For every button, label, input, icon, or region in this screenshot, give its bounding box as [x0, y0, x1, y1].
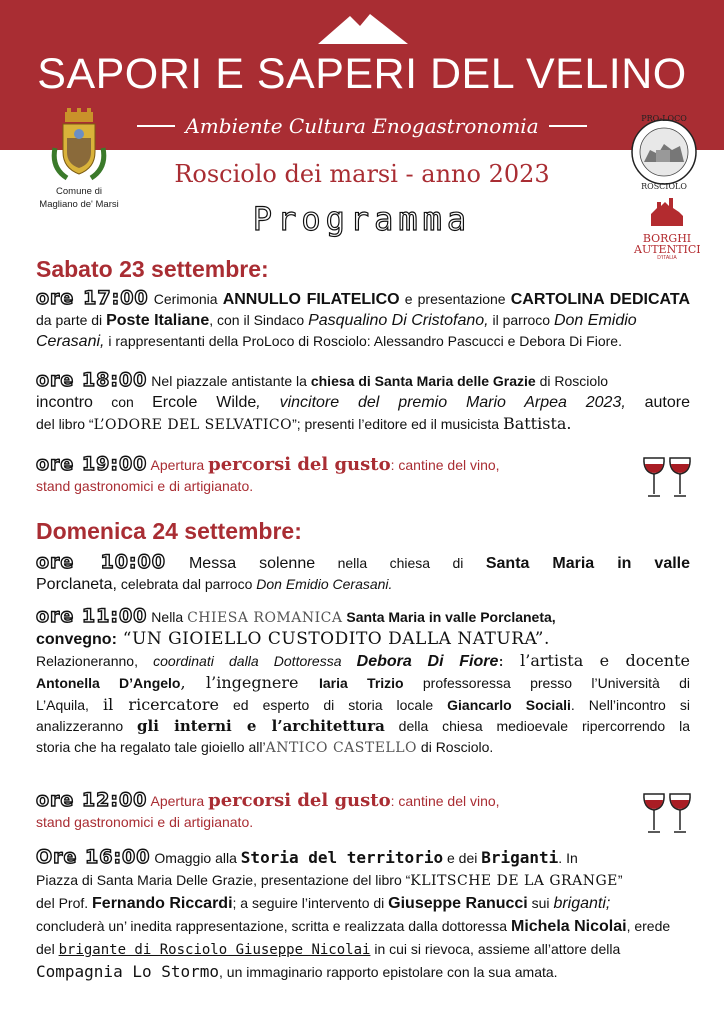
event-sun-1200	[36, 790, 636, 833]
text: : cantine del vino,	[390, 457, 500, 473]
event-line	[36, 672, 690, 694]
comune-line1: Comune di	[56, 186, 102, 197]
wine-glasses-icon	[640, 456, 694, 498]
text: il ricercatore	[102, 695, 219, 714]
borghi-line2: AUTENTICI	[634, 243, 701, 256]
text: nella chiesa di	[315, 555, 486, 571]
text: autore	[625, 394, 690, 411]
highlight: Giancarlo Sociali	[447, 697, 571, 713]
borghi-line1: BORGHI	[642, 232, 692, 245]
text: di Rosciolo.	[417, 739, 494, 755]
event-line	[36, 915, 690, 938]
text: della chiesa medioevale ripercorrendo la	[384, 718, 690, 734]
highlight: Storia del territorio	[240, 848, 444, 867]
event-line	[36, 961, 690, 983]
text: da parte di	[36, 312, 107, 328]
comune-logo	[34, 108, 124, 210]
text: con	[92, 394, 153, 410]
event-line	[36, 331, 690, 352]
highlight: Pasqualino Di Cristofano,	[308, 312, 489, 329]
event-time: ore 19:00	[36, 454, 148, 475]
programma-heading: Programma	[252, 200, 472, 238]
event-time: Ore 16:00	[36, 846, 151, 868]
text: Omaggio alla	[150, 850, 241, 866]
event-line	[36, 413, 690, 436]
highlight: gli interni e l’architettura	[137, 717, 385, 735]
highlight: Ercole Wilde	[152, 394, 257, 411]
text: . In	[558, 850, 578, 866]
text: professoressa presso l’Università di	[403, 675, 690, 691]
text: il parroco	[488, 312, 554, 328]
text: sui	[527, 895, 554, 911]
text: del	[36, 941, 59, 957]
day-heading-sunday: Domenica 24 settembre:	[36, 518, 302, 544]
highlight: Porclaneta,	[36, 576, 117, 593]
text: , erede	[626, 918, 671, 934]
highlight: CARTOLINA DEDICATA	[510, 291, 690, 308]
text: L’Aquila,	[36, 697, 103, 713]
event-line	[36, 694, 690, 716]
wine-glasses-icon	[640, 792, 694, 834]
text: Nel piazzale antistante la	[147, 373, 311, 389]
highlight: Iaria Trizio	[318, 675, 404, 691]
text: ”; presenti l’editore ed il musicista	[292, 416, 503, 432]
event-time: ore 10:00	[36, 552, 166, 573]
highlight: ANNULLO FILATELICO	[222, 291, 400, 308]
event-line	[36, 938, 690, 961]
text: . Nell’incontro si	[570, 697, 690, 713]
location-year: Rosciolo dei marsi - anno 2023	[174, 160, 550, 188]
text: Nella	[147, 609, 188, 625]
event-line	[36, 552, 690, 574]
text: del libro “	[36, 416, 94, 432]
text: storia che ha regalato tale gioiello all’	[36, 739, 266, 755]
event-line	[36, 606, 690, 629]
conference-title: “UN GIOIELLO CUSTODITO DALLA NATURA”.	[116, 629, 550, 649]
event-time: ore 17:00	[36, 288, 149, 309]
mountain-icon	[318, 12, 408, 44]
event-subtitle: Ambiente Cultura Enogastronomia	[185, 114, 539, 138]
event-line	[36, 288, 690, 310]
highlight: briganti;	[553, 895, 611, 912]
highlight: incontro	[36, 394, 93, 411]
highlight: Don Emidio	[553, 312, 637, 329]
text: e dei	[443, 850, 482, 866]
highlight: Poste Italiane	[106, 312, 210, 329]
borghi-line3: D'ITALIA	[657, 255, 677, 261]
highlight: Briganti	[481, 848, 559, 867]
highlight: Debora Di Fiore	[356, 653, 499, 670]
highlight: ANTICO CASTELLO	[265, 740, 418, 756]
event-line	[36, 892, 690, 915]
highlight: Messa solenne	[165, 555, 316, 572]
highlight: Santa Maria in valle Porclaneta,	[342, 609, 556, 625]
text: , con il Sindaco	[209, 312, 309, 328]
text: ; a seguire l’intervento di	[232, 895, 389, 911]
event-line	[36, 650, 690, 672]
proloco-text-bottom: ROSCIOLO	[641, 182, 687, 191]
highlight: Santa Maria in valle	[485, 555, 690, 572]
highlight: Michela Nicolai	[510, 918, 627, 935]
text: concluderà un’ inedita rappresentazione, scritta e realizzata dalla dottoressa	[36, 918, 511, 934]
event-line	[36, 454, 636, 476]
text: Piazza di Santa Maria Delle Grazie, presentazione del libro “	[36, 872, 411, 888]
event-line: stand gastronomici e di artigianato.	[36, 814, 254, 830]
comune-line2: Magliano de' Marsi	[39, 199, 119, 210]
text: di Rosciolo	[535, 373, 609, 389]
text: i rappresentanti della ProLoco di Rosciolo: Alessandro Pascucci e Debora Di Fiore.	[104, 333, 622, 349]
event-line	[36, 574, 690, 595]
event-sat-1900	[36, 454, 636, 497]
text: Apertura	[147, 793, 209, 809]
text: ”	[617, 872, 623, 888]
event-line	[36, 370, 690, 392]
event-line	[36, 737, 690, 759]
event-line	[36, 869, 690, 892]
text: Relazioneranno,	[36, 653, 154, 669]
proloco-text-top: PRO-LOCO	[641, 114, 687, 123]
event-line	[36, 716, 690, 737]
text: celebrata dal parroco	[116, 576, 257, 592]
divider-line	[549, 125, 587, 127]
event-time: ore 12:00	[36, 790, 148, 811]
text: , l’ingegnere	[180, 673, 319, 692]
event-sat-1700	[36, 288, 690, 352]
text: e presentazione	[399, 291, 511, 307]
text: del Prof.	[36, 895, 93, 911]
text: coordinati dalla Dottoressa	[153, 653, 357, 669]
highlight: percorsi del gusto	[208, 790, 391, 811]
text: in cui si rievoca, assieme all’attore della	[370, 941, 621, 957]
highlight: CHIESA ROMANICA	[187, 610, 343, 626]
highlight: convegno:	[36, 631, 117, 648]
text: Cerimonia	[148, 291, 223, 307]
highlight: , vincitore del premio Mario Arpea 2023,	[256, 394, 626, 411]
text: Apertura	[147, 457, 209, 473]
event-line	[36, 392, 690, 413]
highlight: Antonella D’Angelo	[36, 675, 181, 691]
event-time: ore 18:00	[36, 370, 148, 391]
event-sun-1100	[36, 606, 690, 759]
event-sun-1600	[36, 846, 690, 983]
highlight: Fernando Riccardi	[92, 895, 233, 912]
highlight: brigante di Rosciolo Giuseppe Nicolai	[58, 942, 371, 958]
divider-line	[137, 125, 175, 127]
highlight: Cerasani,	[36, 333, 105, 350]
event-time: ore 11:00	[36, 606, 148, 627]
event-line: stand gastronomici e di artigianato.	[36, 478, 254, 494]
event-line	[36, 846, 690, 869]
highlight: Giuseppe Ranucci	[388, 895, 528, 912]
highlight: Don Emidio Cerasani.	[256, 576, 393, 592]
text: : l’artista e docente	[498, 651, 690, 670]
text: ed esperto di storia locale	[218, 697, 448, 713]
text: , un immaginario rapporto epistolare con la sua amata.	[219, 964, 558, 980]
highlight: percorsi del gusto	[208, 454, 391, 475]
highlight: Compagnia Lo Stormo	[36, 962, 220, 981]
highlight: Battista.	[502, 414, 572, 433]
day-heading-saturday: Sabato 23 settembre:	[36, 256, 269, 282]
event-sat-1800	[36, 370, 690, 436]
event-line	[36, 790, 636, 812]
text: : cantine del vino,	[390, 793, 500, 809]
event-title: SAPORI E SAPERI DEL VELINO	[37, 50, 687, 98]
event-line	[36, 629, 690, 650]
text: analizzeranno	[36, 718, 138, 734]
book-title: L’ODORE DEL SELVATICO	[93, 417, 293, 433]
highlight: chiesa di Santa Maria delle Grazie	[310, 373, 536, 389]
book-title: KLITSCHE DE LA GRANGE	[410, 873, 618, 889]
event-sun-1000	[36, 552, 690, 595]
event-line	[36, 310, 690, 331]
